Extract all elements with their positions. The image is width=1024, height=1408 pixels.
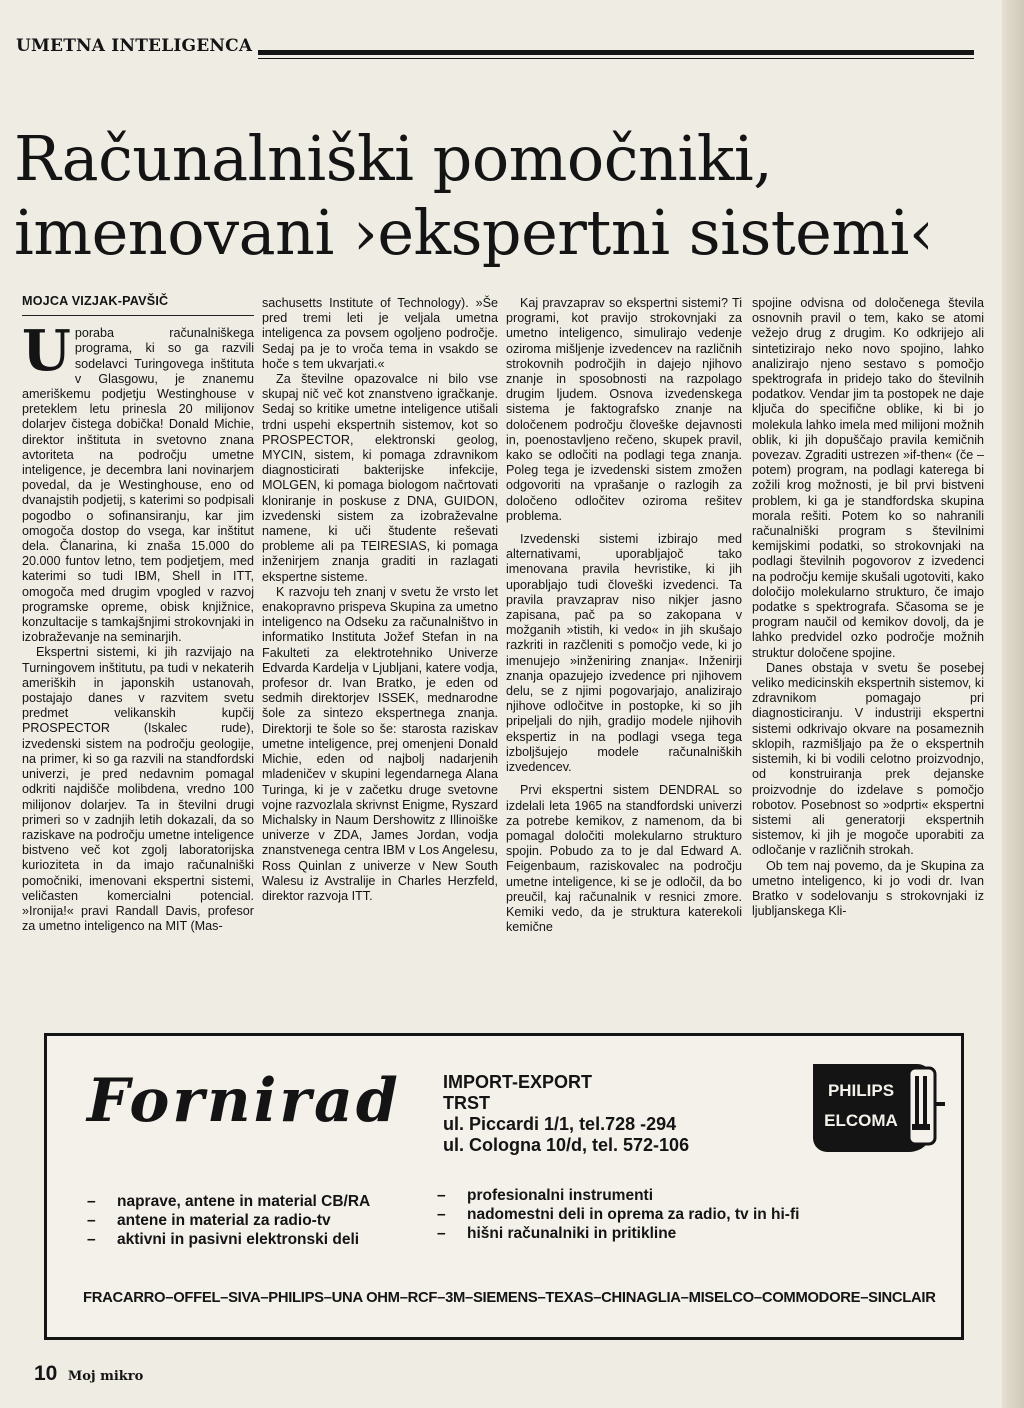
- drop-cap: U: [22, 318, 71, 385]
- article-paragraph: sachusetts Institute of Technology). »Še pred tremi leti je veljala umetna inteligenca za povsem ogoljeno področje. Sedaj pa je to vroča tema in vsakdo se hoče s tem ukvarjati.«: [262, 296, 498, 371]
- list-item: – aktivni in pasivni elektronski deli: [87, 1231, 360, 1248]
- ad-brand-logo: Fornirad: [87, 1066, 401, 1136]
- rubric-rule: [258, 50, 974, 55]
- title-line-1: Računalniški pomočniki,: [14, 122, 773, 195]
- list-item: – antene in material za radio-tv: [87, 1212, 331, 1229]
- list-item: – hišni računalniki in pritikline: [437, 1225, 677, 1242]
- article-paragraph: K razvoju teh znanj v svetu že vrsto let enakopravno prispeva Skupina za umetno inteligenco na Odseku za računalništvo in informatiko Instituta Jožef Stefan in na Fakulteti za elektrotehniko Univerze Edvarda Kardelja v Ljubljani, katere vodja, profesor dr. Ivan Bratko, je eden od sedmih direktorjev ISSEK, mednarodne šole za sintezo ekspertnega znanja. Direktorji te šole so še: starosta raziskav umetne inteligence, prej omenjeni Donald Michie, eden od najbolj nadarjenih mladeničev v skupini legendarnega Alana Turinga, ki je v začetku druge svetovne vojne razvozlala skrivnst Enigme, Ryszard Michalsky in Naum Dershowitz z Illinoiške univerze v ZDA, James Jordan, vodja znanstvenega centra IBM v Los Angelesu, Ross Quinlan z univerze v New South Walesu iz Avstralije in Charles Herzfeld, direktor razvoja ITT.: [262, 584, 498, 903]
- page-number: 10: [34, 1362, 58, 1385]
- article-paragraph: Izvedenski sistemi izbirajo med alternativami, uporabljajoč tako imenovana pravila hevristike, ki jih uporabljajo tudi človeški izvedenci. Ta pravila pravzaprav niso nikjer jasno zapisana, pač pa so zakopana v možganih »tistih, ki vedo« in jih skušajo razkriti in razčleniti s pomočjo vede, ki jo imenujejo »inženiring znanja«. Inženirji znanja opazujejo izvedence pri njihovem delu, se z njimi pogovarjajo, analizirajo njihove odločitve in postopke, ki so jih pripeljali do njih, gradijo modele njihovih ekspertiz in na podlagi vsega tega izboljšujejo modele računalniških izvedencev.: [506, 532, 742, 775]
- article-paragraph: Ekspertni sistemi, ki jih razvijajo na Turningovem inštitutu, pa tudi v nekaterih ameriških in japonskih ustanovah, postajajo danes v razvitem svetu predmet velikanskih kupčij PROSPECTOR (Iskalec rude), izvedenski sistem na področju geologije, na primer, ki so ga razvili na standfordski univerzi, je pred nedavnim pomagal odkriti najdišče molibdena, vredno 100 milijonov dolarjev. Ta in številni drugi primeri so v zadnjih letih dokazali, da so raziskave na področju umetne inteligence bistveno več kot zgolj laboratorijska kurioziteta in da imajo računalniški pomočniki, imenovani ekspertni sistemi, veličasten komercialni potencial. »Ironija!« pravi Randall Davis, profesor za umetno inteligenco na MIT (Mas-: [22, 645, 254, 934]
- article-paragraph: Za številne opazovalce ni bilo vse skupaj nič več kot znanstveno igračkanje. Sedaj so kritike umetne inteligence utišali trdni uspehi ekspertnih sistemov, kot so PROSPECTOR, elektronski geolog, MYCIN, sistem, ki pomaga zdravnikom diagnosticirati bakterijske infekcije, MOLGEN, ki pomaga biologom načrtovati kloniranje in poskuse z DNA, GUIDON, izvedenski sistem za izobraževalne namene, ki uči študente reševati probleme ali pa TEIRESIAS, ki pomaga inženirjem znanja graditi in razlagati ekspertne sisteme.: [262, 372, 498, 584]
- ad-list-right: [437, 1186, 799, 1243]
- ad-address-line: TRST: [443, 1093, 490, 1113]
- section-rubric: UMETNA INTELIGENCA: [16, 36, 253, 56]
- ad-address: [443, 1072, 689, 1156]
- logo-text-top: PHILIPS: [827, 1081, 895, 1100]
- advertisement-box: [44, 1033, 964, 1340]
- article-column-3: [506, 296, 742, 935]
- ad-address-line: IMPORT-EXPORT: [443, 1072, 593, 1092]
- article-paragraph: Danes obstaja v svetu še posebej veliko medicinskih ekspertnih sistemov, ki zdravnikom pomagajo pri diagnosticiranju. V industriji ekspertni sistemi odkrivajo okvare na posameznih sklopih, razmišljajo pa že o ekspertnih sistemih, ki bi vodili celotno proizvodnjo, od konstruiranja prek dejanske proizvodnje do izdelave s pomočjo robotov. Posebnost so »odprti« ekspertni sistemi ali generatorji ekspertnih sistemov, ki jih je mogoče uporabiti za odločanje v različnih strokah.: [752, 660, 984, 858]
- ad-address-line: ul. Cologna 10/d, tel. 572-106: [443, 1135, 690, 1155]
- ad-list-left: [87, 1192, 370, 1249]
- article-paragraph: Prvi ekspertni sistem DENDRAL so izdelali leta 1965 na standfordski univerzi za potrebe kemikov, z namenom, da bi pomagal določiti molekularno strukturo spojin. Pobudo za to je dal Edward A. Feigenbaum, raziskovalec na področju umetne inteligence, ki se je odločil, da bo preučil, kaj računalnik v resnici zmore. Kemiki vedo, da je struktura katerekoli kemične: [506, 783, 742, 935]
- title-line-2: imenovani ›ekspertni sistemi‹: [14, 196, 934, 269]
- rubric-rule-thin: [258, 58, 974, 59]
- article-column-2: [262, 296, 498, 904]
- article-column-4: [752, 296, 984, 919]
- philips-elcoma-logo: [799, 1062, 947, 1162]
- ad-brands-line: FRACARRO–OFFEL–SIVA–PHILIPS–UNA OHM–RCF–3M–SIEMENS–TEXAS–CHINAGLIA–MISELCO–COMMODORE–SINCLAIR: [83, 1290, 936, 1306]
- article-paragraph: Uporaba računalniškega programa, ki so ga razvili sodelavci Turingovega inštituta v Glasgowu, je znanemu ameriškemu podjetju Westinghouse v preteklem letu prinesla 20 milijonov dolarjev čistega dobička! Donald Michie, direktor inštituta in svetovno znana avtoriteta na področju umetne inteligence, je decembra lani novinarjem povedal, da je Westinghouse, eno od dvanajstih podjetij, s katerimi so podpisali pogodbo o sofinansiranju, kar jim omogoča dostop do vsega, kar inštitut dela. Članarina, ki znaša 15.000 do 20.000 funtov letno, tem podjetjem, med katerimi so tudi IBM, Shell in ITT, omogoča med drugim vpogled v razvoj programske opreme, obisk knjižnice, konzultacije s tamkajšnjimi strokovnjaki in izobraževanje na seminarjih.: [22, 318, 254, 645]
- page-footer: [34, 1362, 143, 1386]
- list-item: – nadomestni deli in oprema za radio, tv in hi-fi: [437, 1206, 800, 1223]
- article-title: [14, 122, 1014, 270]
- magazine-name: Moj mikro: [67, 1369, 144, 1384]
- list-item: – naprave, antene in material CB/RA: [87, 1193, 371, 1210]
- article-paragraph: spojine odvisna od določenega števila osnovnih pravil o tem, kako se atomi vežejo drug z drugim. Ko odkrijejo ali sintetizirajo neko novo spojino, lahko analizirajo njeno sestavo s pomočjo spektrografa in pridejo tako do številnih podatkov. Vendar jim ta postopek ne daje ključa do specifične oblike, ki bi jo molekula lahko imela med milijoni možnih oblik, ki jih dopuščajo pravila kemičnih povezav. Zgraditi ustrezen »if-then« (če – potem) program, na podlagi katerega bi zožili krog možnosti, je bil prvi bistveni problem, ki ga je standfordska skupina morala rešiti. Potem ko so nahranili računalniški program s številnimi kemijskimi podatki, so strokovnjaki na podlagi številnih pogovorov z izvedenci na področju kemije skušali ugotoviti, kako določijo molekularno strukturo, če imajo podatke s spektrografa. Sčasoma se je program naučil od kemikov dovolj, da je lahko predvidel ozko področje možnih struktur določene spojine.: [752, 296, 984, 660]
- author-byline: MOJCA VIZJAK-PAVŠIČ: [22, 294, 169, 308]
- list-item: – profesionalni instrumenti: [437, 1187, 654, 1204]
- author-rule: [22, 315, 254, 316]
- article-paragraph: Kaj pravzaprav so ekspertni sistemi? Ti programi, kot pravijo strokovnjaki za umetno inteligenco, simulirajo vedenje oziroma mišljenje izvedencev na različnih strokovnih področjih in dajejo njihovo znanje in sposobnosti na razpolago drugim ljudem. Osnova izvedenskega sistema je faktografsko znanje na določenem področju človeške dejavnosti in, poenostavljeno rečeno, skupek pravil, kako se odločiti na podlagi tega znanja. Poleg tega je izvedenski sistem zmožen odgovoriti na vprašanje o razlogih za določeno odločitev oziroma rešitev problema.: [506, 296, 742, 523]
- article-column-1: [22, 294, 254, 934]
- ad-address-line: ul. Piccardi 1/1, tel.728 -294: [443, 1114, 677, 1134]
- logo-text-bottom: ELCOMA: [824, 1111, 898, 1130]
- article-paragraph: Ob tem naj povemo, da je Skupina za umetno inteligenco, ki jo vodi dr. Ivan Bratko v sodelovanju s strokovnjaki iz ljubljanskega Kli-: [752, 858, 984, 919]
